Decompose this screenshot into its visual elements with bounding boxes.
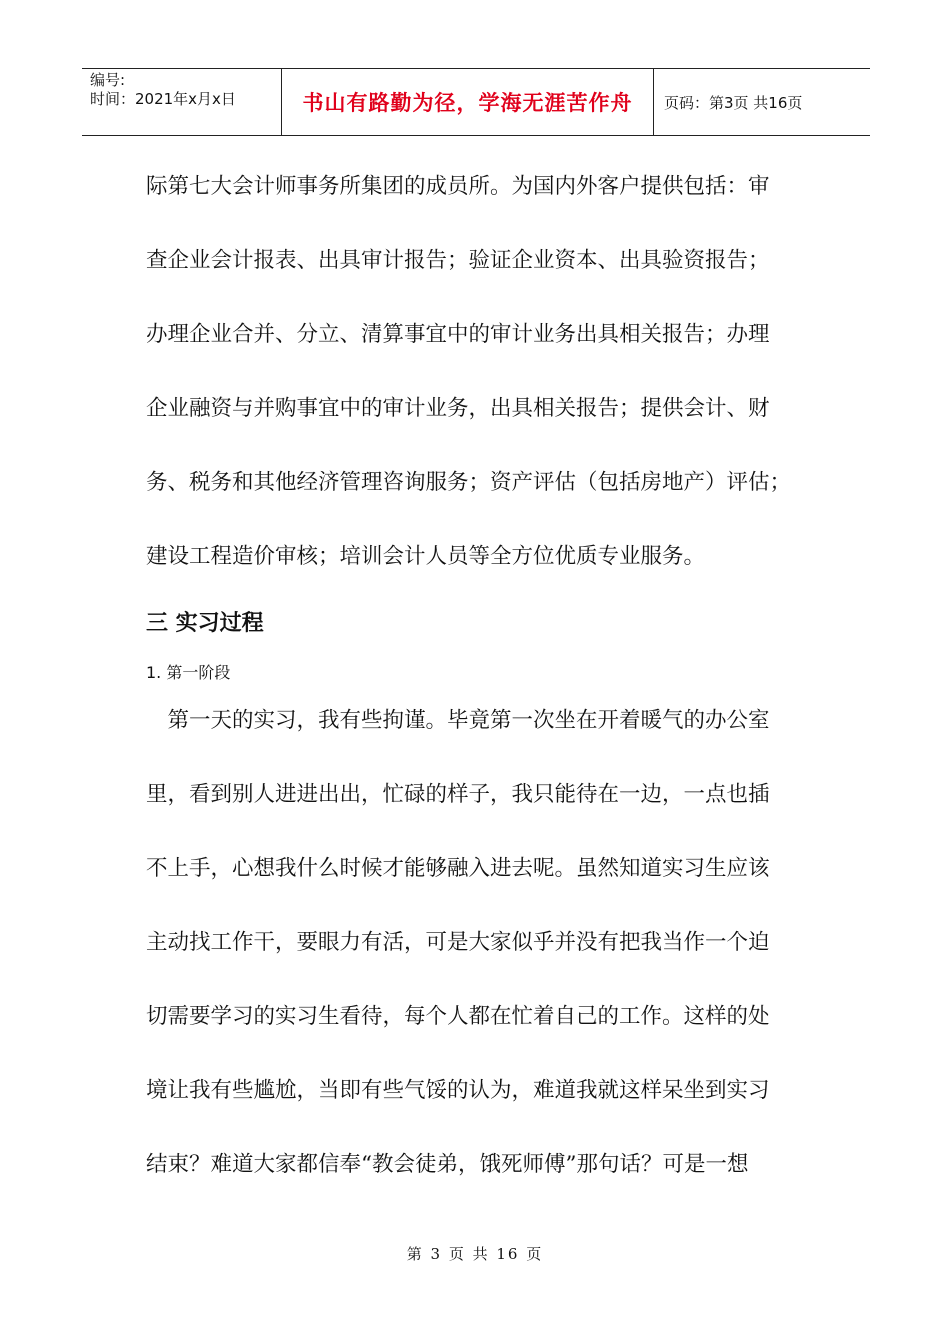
page-footer: 第 3 页 共 16 页: [406, 1245, 544, 1263]
paragraph-line: 际第七大会计师事务所集团的成员所。为国内外客户提供包括：审: [146, 174, 770, 199]
paragraph-line: 查企业会计报表、出具审计报告；验证企业资本、出具验资报告；: [146, 248, 770, 273]
paragraph-line: 建设工程造价审核；培训会计人员等全方位优质专业服务。: [146, 544, 706, 569]
header-motto: 书山有路勤为径，学海无涯苦作舟: [302, 91, 633, 115]
header-page-info: 页码：第3页 共16页: [664, 93, 803, 112]
paragraph-line: 境让我有些尴尬，当即有些气馁的认为，难道我就这样呆坐到实习: [146, 1078, 770, 1103]
paragraph-line: 第一天的实习，我有些拘谨。毕竟第一次坐在开着暖气的办公室: [146, 708, 770, 733]
header-motto-cell: [282, 69, 654, 135]
paragraph-line: 不上手，心想我什么时候才能够融入进去呢。虽然知道实习生应该: [146, 856, 770, 881]
document-header: [82, 68, 870, 136]
subsection-title: 1. 第一阶段: [146, 663, 231, 682]
time-label: 时间：2021年x月x日: [90, 90, 236, 108]
header-page-cell: [654, 69, 870, 135]
number-label: 编号:: [90, 71, 126, 89]
paragraph-first-stage: [146, 706, 826, 1224]
paragraph-line: 企业融资与并购事宜中的审计业务，出具相关报告；提供会计、财: [146, 396, 770, 421]
paragraph-line: 结束？难道大家都信奉“教会徒弟，饿死师傅”那句话？可是一想: [146, 1152, 749, 1177]
paragraph-line: 里，看到别人进进出出，忙碌的样子，我只能待在一边，一点也插: [146, 782, 770, 807]
paragraph-company-services: [146, 172, 826, 616]
paragraph-line: 主动找工作干，要眼力有活，可是大家似乎并没有把我当作一个迫: [146, 930, 770, 955]
paragraph-line: 办理企业合并、分立、清算事宜中的审计业务出具相关报告；办理: [146, 322, 770, 347]
paragraph-line: 务、税务和其他经济管理咨询服务；资产评估（包括房地产）评估；: [146, 470, 792, 495]
paragraph-line: 切需要学习的实习生看待，每个人都在忙着自己的工作。这样的处: [146, 1004, 770, 1029]
section-title: 三 实习过程: [146, 611, 264, 636]
header-left-cell: [82, 69, 282, 135]
